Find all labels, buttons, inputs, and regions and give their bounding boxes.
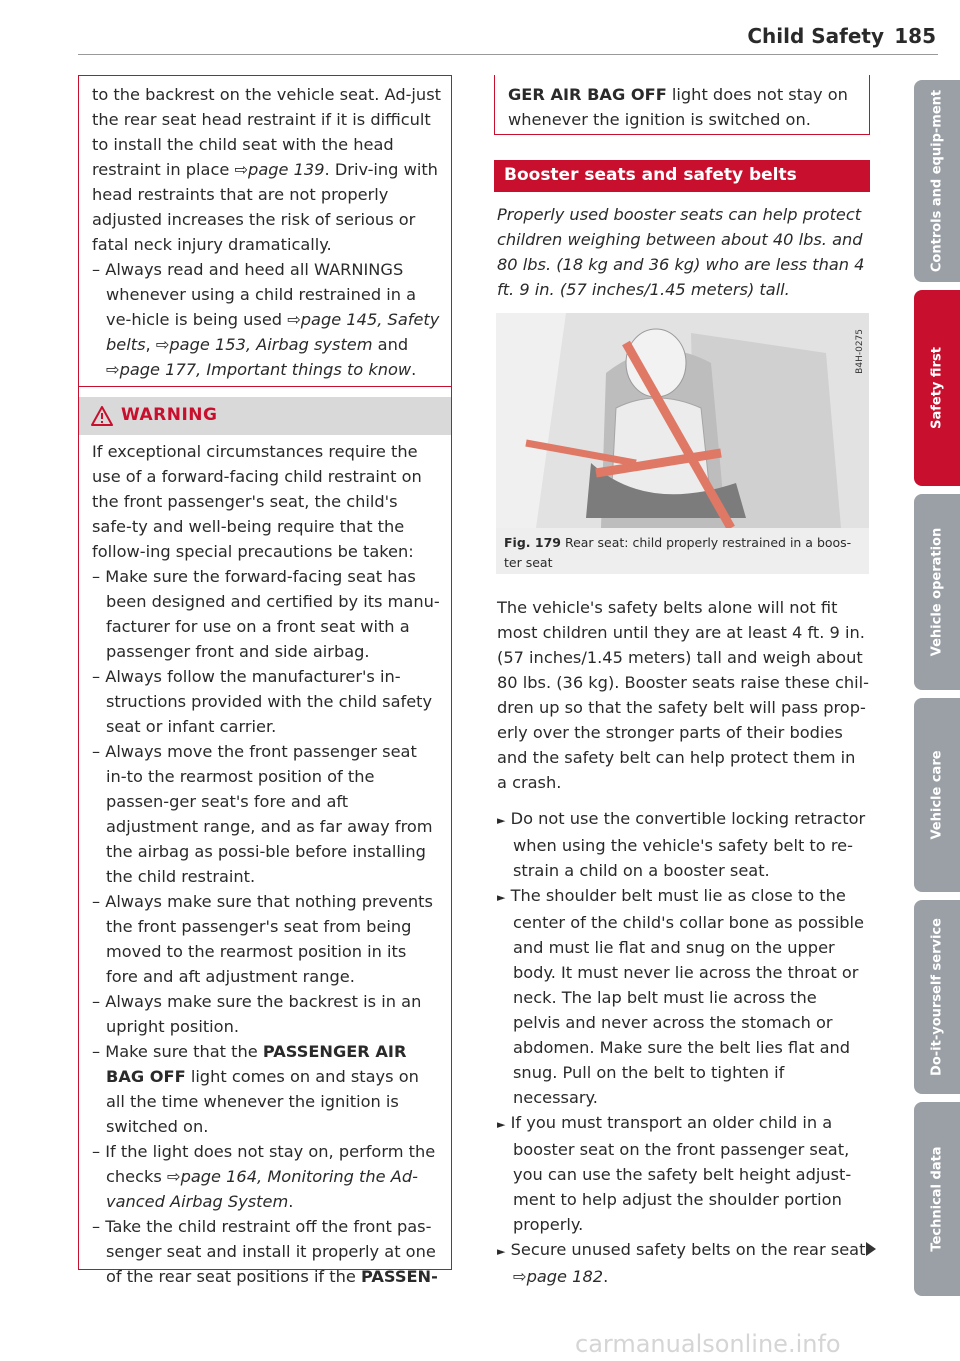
page-number: 185 <box>894 24 936 48</box>
warning-text <box>92 439 442 1289</box>
figure-code: B4H-0275 <box>855 329 865 374</box>
continued-warning-text: GER AIR BAG OFF light does not stay on whenever the ignition is switched on. <box>508 85 848 129</box>
page-reference-link[interactable]: ⇨page 145, Safety belts <box>106 310 440 354</box>
left-top-text <box>92 82 442 382</box>
list-item: ► The shoulder belt must lie as close to the center of the child's collar bone as possible and must lie flat and snug on the upper body. It must never lie across the throat or neck. The lap belt must lie across the pelvis and never across the stomach or abdomen. Make sure the belt lies flat and snug. Pull on the belt to tighten if necessary. <box>497 886 864 1107</box>
tab-controls-and-equipment[interactable]: Controls and equip-ment <box>914 80 960 282</box>
watermark: carmanualsonline.info <box>575 1330 841 1358</box>
tab-safety-first[interactable]: Safety first <box>914 290 960 486</box>
list-item: – Always make sure that nothing prevents the front passenger's seat from being moved to the rearmost position in its fore and aft adjustment range. <box>92 892 433 986</box>
list-item: – Take the child restraint off the front pas-senger seat and install it properly at one of the rear seat positions if the PASSEN- <box>92 1217 438 1286</box>
warning-triangle-icon <box>91 406 113 430</box>
section-intro: Properly used booster seats can help protect children weighing between about 40 lbs. and 80 lbs. (18 kg and 36 kg) who are less than 4 ft. 9 in. (57 inches/1.45 meters) tall. <box>497 205 865 299</box>
page-reference-link[interactable]: ⇨page 139 <box>234 160 325 179</box>
tab-technical-data[interactable]: Technical data <box>914 1102 960 1296</box>
list-item: – Always follow the manufacturer's in-structions provided with the child safety seat or infant carrier. <box>92 667 433 736</box>
list-item: – Always move the front passenger seat in-to the rearmost position of the passen-ger seat's fore and aft adjustment range, and as far away from the airbag as possi-ble before installing the child restraint. <box>92 742 433 886</box>
page-header <box>492 22 938 54</box>
page-reference-link[interactable]: ⇨page 177, Important things to know <box>106 360 412 379</box>
list-item: – Always make sure the backrest is in an upright position. <box>92 992 422 1036</box>
chapter-title: Child Safety <box>747 24 884 48</box>
list-item: – Make sure that the PASSENGER AIR BAG OFF light comes on and stays on all the time whenever the ignition is switched on. <box>92 1042 419 1136</box>
box-divider <box>79 386 451 387</box>
header-rule <box>78 54 938 55</box>
list-item: – If the light does not stay on, perform the checks ⇨page 164, Monitoring the Ad-vanced Airbag System. <box>92 1142 436 1211</box>
booster-seat-illustration <box>496 313 869 528</box>
paragraph: The vehicle's safety belts alone will not fit most children until they are at least 4 ft. 9 in. (57 inches/1.45 meters) tall and weigh about 80 lbs. (36 kg). Booster seats raise these chil-dren up so that the safety belt will pass prop-erly over the stronger parts of their bodies and the safety belt can help protect them in a crash. <box>497 598 869 792</box>
page-reference-link[interactable]: ⇨page 164, Monitoring the Ad-vanced Airbag System <box>106 1167 418 1211</box>
right-body <box>497 595 869 1289</box>
section-heading: Booster seats and safety belts <box>494 160 870 192</box>
figure-caption: Fig. 179 Rear seat: child properly restrained in a boos-ter seat <box>496 528 869 574</box>
warning-title: WARNING <box>121 405 218 425</box>
list-item: – Make sure the forward-facing seat has been designed and certified by its manu-facturer for use on a front seat with a passenger front and side airbag. <box>92 567 440 661</box>
continue-arrow-icon <box>866 1242 876 1256</box>
warning-header <box>79 397 451 435</box>
figure-label: Fig. 179 <box>504 535 561 550</box>
list-item: ► If you must transport an older child in a booster seat on the front passenger seat, you can use the safety belt height adjust-ment to help adjust the shoulder portion properly. <box>497 1113 852 1234</box>
tab-vehicle-operation[interactable]: Vehicle operation <box>914 494 960 690</box>
tab-vehicle-care[interactable]: Vehicle care <box>914 698 960 892</box>
tab-do-it-yourself-service[interactable]: Do-it-yourself service <box>914 900 960 1094</box>
page-reference-link[interactable]: ⇨page 153, Airbag system <box>155 335 373 354</box>
paragraph: to the backrest on the vehicle seat. Ad-just the rear seat head restraint if it is difficult to install the child seat with the head restraint in place ⇨page 139. Driv-ing with head restraints that are not properly adjusted increases the risk of serious or fatal neck injury dramatically. <box>92 85 441 254</box>
figure-image <box>496 313 869 528</box>
warning-intro: If exceptional circumstances require the use of a forward-facing child restraint on the front passenger's seat, the child's safe-ty and well-being require that the follow-ing special precautions be taken: <box>92 442 422 561</box>
list-item: ► Secure unused safety belts on the rear seat ⇨page 182. <box>497 1240 866 1286</box>
page-reference-link[interactable]: ⇨page 182 <box>513 1267 604 1286</box>
list-item: ► Do not use the convertible locking retractor when using the vehicle's safety belt to re-strain a child on a booster seat. <box>497 809 866 880</box>
list-item: – Always read and heed all WARNINGS whenever using a child restrained in a ve-hicle is being used ⇨page 145, Safety belts, ⇨page 153, Airbag system and ⇨page 177, Important things to know. <box>92 260 440 379</box>
